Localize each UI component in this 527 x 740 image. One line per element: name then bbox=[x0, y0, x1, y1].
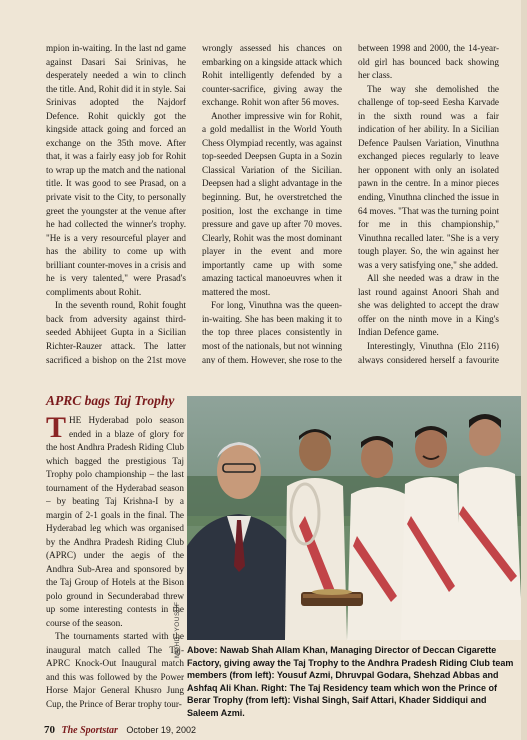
chess-paragraph: Interestingly, Vinuthna (Elo 2116) always considered herself a favourite bbox=[358, 341, 499, 364]
polo-paragraph: The tournaments started with the inaugural match called The Taj-APRC Knock-Out Inaugural match and this was followed by the Power Horse Major General Khusro Jung Cup, the Prince of Berar trophy tour- bbox=[46, 631, 184, 709]
page-footer bbox=[44, 724, 344, 736]
chess-column-3 bbox=[358, 42, 499, 364]
polo-paragraph-text: HE Hyderabad polo season ended in a blaze of glory for the host Andhra Pradesh Riding Club which bagged the prestigious Taj Trophy polo championship – the last tournament of the Hyderabad season – by beating Taj Krishna-I by a margin of 2-1 goals in the final. The Hyderabad leg which was organised by the Andhra Pradesh Riding Club (APRC) under the aegis of the Andhra Sub-Area and sponsored by the Taj Group of Hotels at the Bison polo ground in Secunderabad threw up some interesting contests in the course of the season. bbox=[46, 415, 184, 628]
trophy-photo bbox=[187, 396, 523, 640]
issue-date: October 19, 2002 bbox=[126, 725, 196, 735]
chess-paragraph: In the seventh round, Rohit fought back from adversity against third-seeded Abhijeet Gupta in a Sicilian Richter-Rauzer attack. The latter sacrificed a bishop on the 21st move bbox=[46, 300, 186, 364]
trophy-photo-illustration bbox=[187, 396, 523, 640]
chess-column-1 bbox=[46, 42, 186, 364]
page-spine-edge bbox=[521, 0, 527, 740]
chess-paragraph: wrongly assessed his chances on embarking on a kingside attack which Rohit intelligently defended by a counter-sacrifice, giving away the exchange. Rohit won after 56 moves. bbox=[202, 43, 342, 108]
chess-paragraph: All she needed was a draw in the last round against Anoori Shah and she was delighted to accept the draw offer on the ninth move in a King's Indian Defence game. bbox=[358, 273, 499, 338]
polo-story-column bbox=[46, 414, 184, 712]
chess-paragraph: The way she demolished the challenge of top-seed Eesha Karvade in the sixth round was a fair indication of her ability. In a Sicilian Defence Paulsen Variation, Vinuthna exchanged pieces regularly to leave her opponent with only an isolated pawn in the centre. In a minor pieces ending, Vinuthna clinched the issue in 64 moves. "That was the turning point for me in this championship," Vinuthna recalled later. "She is a very tough player. So, the win against her was a very satisfying one," she added. bbox=[358, 83, 499, 270]
chess-paragraph: For long, Vinuthna was the queen-in-waiting. She has been making it to the top three places consistently in most of the nationals, but not winning any of them. However, she rose to the bbox=[202, 300, 342, 364]
polo-paragraph bbox=[46, 414, 184, 630]
magazine-name: The Sportstar bbox=[61, 725, 118, 736]
page-number: 70 bbox=[44, 724, 55, 736]
photo-credit: MOHD. YOUSUF bbox=[174, 601, 181, 658]
chess-paragraph: between 1998 and 2000, the 14-year-old girl has bounced back showing her class. bbox=[358, 43, 499, 81]
polo-headline: APRC bags Taj Trophy bbox=[46, 393, 175, 408]
chess-paragraph: Another impressive win for Rohit, a gold medallist in the World Youth Chess Olympiad recently, was against top-seeded Deepsen Gupta in a Sozin Classical Variation of the Sicilian. Deepsen had a slight advantage in the beginning. But, he overstretched the position, lost the exchange in time pressure and gave up after 70 moves. Clearly, Rohit was the most dominant player in the event and more importantly came up with some amazing tactical manoeuvres when it mattered the most. bbox=[202, 110, 342, 297]
photo-caption: Above: Nawab Shah Allam Khan, Managing Director of Deccan Cigarette Factory, giving away the Taj Trophy to the Andhra Pradesh Riding Club team members (from left): Yousuf Azmi, Dhruvpal Godara, Shehzad Abbas and Ashfaq Ali Khan. Right: The Taj Residency team which won the Prince of Berar Trophy (from left): Vishal Singh, Saif Attari, Khader Siddiqui and Saleem Azmi. bbox=[187, 645, 514, 718]
chess-column-2 bbox=[202, 42, 342, 364]
drop-cap: T bbox=[46, 414, 67, 444]
chess-paragraph: mpion in-waiting. In the last nd game against Dasari Sai Srinivas, he desperately needed a win to clinch the title. And, Rohit did it in style. Sai Srinivas adopted the Najdorf Defence. Rohit quickly got the kingside attack going and forced an exchange on the 35th move. After that, it was a fairly easy job for Rohit to wrap up the match and the national title. It was good to see Prasad, on a private visit to the City, to personally greet the youngster at the venue after he had collected the winner's trophy. "He is a very resourceful player and has the ability to come up with brilliant counter-moves in a crisis and he is very talented," were Prasad's compliments about Rohit. bbox=[46, 43, 186, 297]
